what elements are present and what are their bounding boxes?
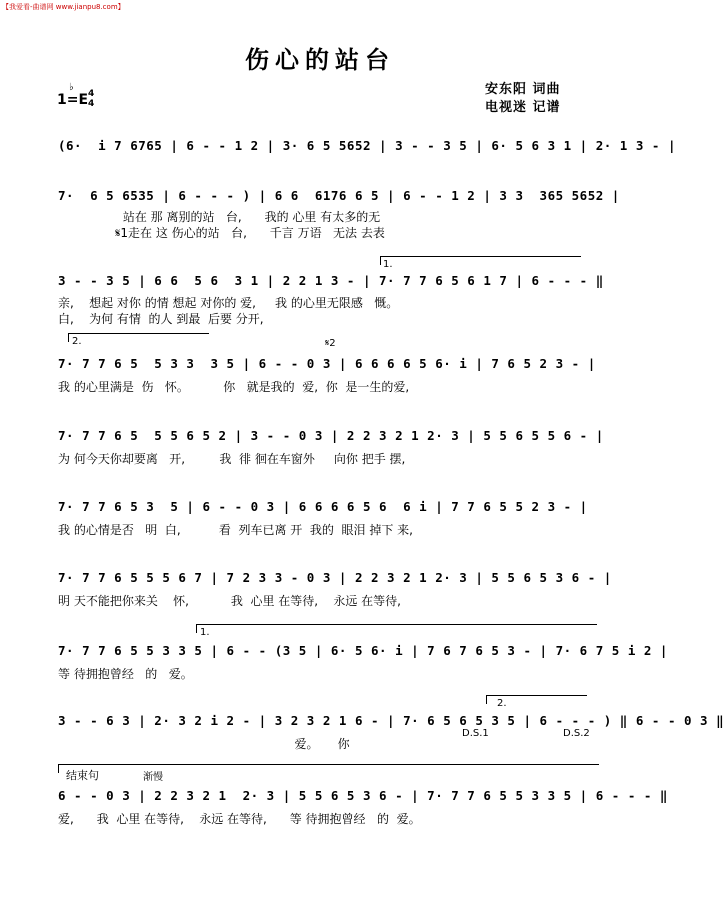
lyrics-line-9: 爱。 你	[58, 737, 350, 751]
time-bottom: 4	[88, 99, 95, 109]
lyrics-line-3a: 亲, 想起 对你 的情 想起 对你的 爱, 我 的心里无限感 慨。	[58, 296, 399, 310]
volta-bracket-3	[196, 624, 597, 633]
lyrics-line-2a: 站在 那 离别的站 台, 我的 心里 有太多的无	[58, 210, 381, 224]
notation-line-3: 3 - - 3 5 | 6 6 5 6 3 1 | 2 2 1 3 - | 7· 7 7 6 5 6 1 7 | 6 - - - ‖	[58, 273, 604, 288]
ending-label: 结束句	[66, 769, 99, 782]
lyrics-line-5: 为 何今天你却要离 开, 我 徘 徊在车窗外 向你 把手 摆,	[58, 452, 406, 466]
lyrics-line-6: 我 的心情是否 明 白, 看 列车已离 开 我的 眼泪 掉下 来,	[58, 523, 413, 537]
time-top: 4	[88, 89, 95, 99]
volta-2-first: 2.	[72, 336, 82, 347]
notator-credit: 电视迷 记谱	[485, 100, 561, 115]
ds1-mark: D.S.1	[462, 728, 489, 739]
lyrics-line-7: 明 天不能把你来关 怀, 我 心里 在等待, 永远 在等待,	[58, 594, 401, 608]
ds2-mark: D.S.2	[563, 728, 590, 739]
lyrics-line-10: 爱, 我 心里 在等待, 永远 在等待, 等 待拥抱曾经 的 爱。	[58, 812, 421, 826]
volta-bracket-4	[486, 695, 587, 704]
time-signature	[88, 89, 94, 109]
notation-line-5: 7· 7 7 6 5 5 5 6 5 2 | 3 - - 0 3 | 2 2 3 2 1 2· 3 | 5 5 6 5 5 6 - |	[58, 428, 604, 443]
watermark: 【我爱看-曲谱网 www.jianpu8.com】	[2, 3, 125, 11]
notation-line-9: 3 - - 6 3 | 2· 3 2 i 2 - | 3 2 3 2 1 6 - | 7· 6 5 6 5 3 5 | 6 - - - ) ‖ 6 - - 0 3 ‖	[58, 713, 724, 728]
segno-2-mark: 𝄋2	[325, 338, 336, 349]
volta-bracket-2	[68, 333, 209, 342]
notation-line-8: 7· 7 7 6 5 5 3 3 5 | 6 - - (3 5 | 6· 5 6· i | 7 6 7 6 5 3 - | 7· 6 7 5 i 2 |	[58, 643, 668, 658]
volta-1-first: 1.	[383, 259, 393, 270]
notation-line-2: 7· 6 5 6535 | 6 - - - ) | 6 6 6176 6 5 | 6 - - 1 2 | 3 3 365 5652 |	[58, 188, 620, 203]
composer-credit: 安东阳 词曲	[485, 82, 561, 97]
lyrics-line-3b: 白, 为何 有情 的人 到最 后要 分开,	[58, 312, 264, 326]
notation-line-1: (6· i 7 6765 | 6 - - 1 2 | 3· 6 5 5652 | 3 - - 3 5 | 6· 5 6 3 1 | 2· 1 3 - |	[58, 138, 676, 153]
ending-bracket	[58, 764, 599, 773]
lyrics-line-2b: 𝄋1走在 这 伤心的站 台, 千言 万语 无法 去表	[58, 226, 385, 240]
notation-line-6: 7· 7 7 6 5 3 5 | 6 - - 0 3 | 6 6 6 6 5 6 6 i | 7 7 6 5 5 2 3 - |	[58, 499, 588, 514]
song-title: 伤心的站台	[245, 46, 395, 74]
flat-sign: ♭	[69, 82, 74, 93]
notation-line-7: 7· 7 7 6 5 5 5 6 7 | 7 2 3 3 - 0 3 | 2 2 3 2 1 2· 3 | 5 5 6 5 3 6 - |	[58, 570, 612, 585]
volta-2-second: 2.	[497, 698, 507, 709]
notation-line-4: 7· 7 7 6 5 5 3 3 3 5 | 6 - - 0 3 | 6 6 6 6 5 6· i | 7 6 5 2 3 - |	[58, 356, 596, 371]
volta-1-second: 1.	[200, 627, 210, 638]
notation-line-10: 6 - - 0 3 | 2 2 3 2 1 2· 3 | 5 5 6 5 3 6 - | 7· 7 7 6 5 5 3 3 5 | 6 - - - ‖	[58, 788, 668, 803]
key-label: 1=E	[57, 92, 89, 108]
key-signature	[57, 82, 95, 109]
volta-bracket-1	[380, 256, 581, 265]
lyrics-line-4: 我 的心里满是 伤 怀。 你 就是我的 爱, 你 是一生的爱,	[58, 380, 410, 394]
lyrics-line-8: 等 待拥抱曾经 的 爱。	[58, 667, 193, 681]
ritardando-mark: 渐慢	[143, 772, 163, 783]
